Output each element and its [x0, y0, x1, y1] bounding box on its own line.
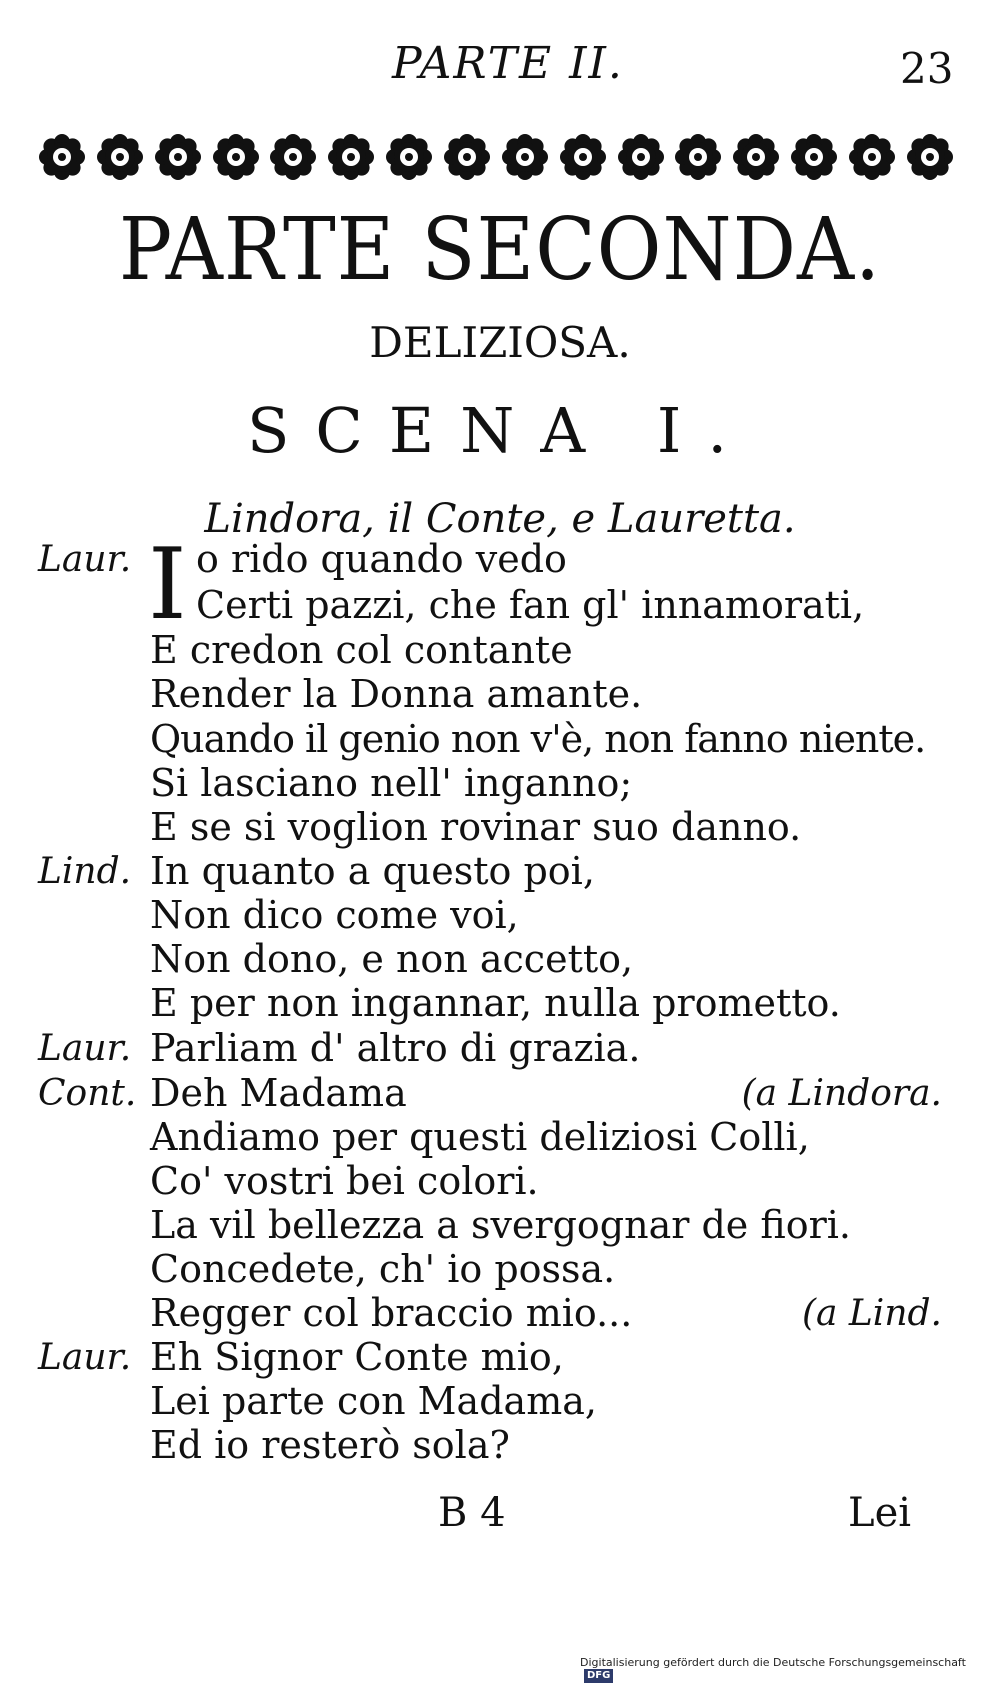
verse-text: Non dico come voi, — [150, 893, 519, 937]
rosette-icon — [441, 131, 493, 183]
verse-text: Eh Signor Conte mio, — [150, 1335, 564, 1379]
verse-text: Concedete, ch' io possa. — [150, 1247, 616, 1291]
rosette-icon — [672, 131, 724, 183]
verse-line — [0, 536, 1000, 583]
rosette-icon — [36, 131, 88, 183]
ornament-band — [36, 122, 956, 192]
verse-line — [0, 1378, 1000, 1425]
verse-text: Deh Madama — [150, 1071, 407, 1115]
verse-line — [0, 1334, 1000, 1381]
stage-direction: (a Lindora. — [741, 1073, 942, 1114]
signature-mark: B 4 — [438, 1490, 506, 1536]
digitization-credit — [580, 1656, 1000, 1683]
catchword: Lei — [848, 1490, 912, 1536]
catchword-line — [0, 1490, 1000, 1550]
rosette-icon — [499, 131, 551, 183]
speaker-label: Cont. — [38, 1073, 137, 1114]
verse-text: Co' vostri bei colori. — [150, 1159, 539, 1203]
verse-line — [0, 1246, 1000, 1293]
rosette-icon — [152, 131, 204, 183]
stage-direction: (a Lind. — [801, 1293, 942, 1334]
verse-line — [0, 716, 1000, 763]
verse-text: La vil bellezza a svergognar de fiori. — [150, 1203, 851, 1247]
rosette-icon — [325, 131, 377, 183]
verse-text: Non dono, e non accetto, — [150, 937, 634, 981]
dfg-logo: DFG — [584, 1669, 613, 1683]
verse-line — [0, 1290, 1000, 1337]
speaker-label: Laur. — [38, 1337, 132, 1378]
verse-text: Certi pazzi, che fan gl' innamorati, — [196, 583, 865, 627]
verse-text: E se si voglion rovinar suo danno. — [150, 805, 802, 849]
page-number: 23 — [900, 44, 954, 93]
running-head — [0, 38, 1000, 98]
drop-capital: I — [148, 528, 187, 642]
verse-line — [0, 1422, 1000, 1469]
verse-line — [0, 1025, 1000, 1072]
rosette-icon — [557, 131, 609, 183]
verse-line — [0, 760, 1000, 807]
verse-text: Quando il genio non v'è, non fanno niente. — [150, 717, 926, 761]
speaker-label: Lind. — [38, 851, 132, 892]
part-title: PARTE SECONDA. — [118, 200, 882, 300]
rosette-icon — [846, 131, 898, 183]
rosette-icon — [904, 131, 956, 183]
verse-line — [0, 892, 1000, 939]
rosette-icon — [615, 131, 667, 183]
verse-text: E credon col contante — [150, 628, 573, 672]
verse-text: o rido quando vedo — [196, 537, 567, 581]
credit-text: Digitalisierung gefördert durch die Deutsche Forschungsgemeinschaft — [580, 1656, 966, 1669]
verse-line — [0, 804, 1000, 851]
verse-text: Regger col braccio mio... — [150, 1291, 633, 1335]
verse-line — [0, 1070, 1000, 1117]
verse-text: Andiamo per questi deliziosi Colli, — [150, 1115, 810, 1159]
rosette-icon — [210, 131, 262, 183]
verse-line — [0, 627, 1000, 674]
rosette-icon — [730, 131, 782, 183]
verse-text: Parliam d' altro di grazia. — [150, 1026, 641, 1070]
verse-text: E per non ingannar, nulla prometto. — [150, 981, 841, 1025]
rosette-icon — [383, 131, 435, 183]
verse-line — [0, 1202, 1000, 1249]
speaker-label: Laur. — [38, 1028, 132, 1069]
speaker-label: Laur. — [38, 539, 132, 580]
verse-text: In quanto a questo poi, — [150, 849, 595, 893]
running-title: PARTE II. — [392, 38, 624, 89]
verse-line — [0, 1114, 1000, 1161]
rosette-icon — [267, 131, 319, 183]
scene-heading: SCENA I. — [246, 394, 754, 467]
verse-line — [0, 582, 1000, 629]
rosette-icon — [788, 131, 840, 183]
verse-text: Ed io resterò sola? — [150, 1423, 510, 1467]
place-heading: DELIZIOSA. — [369, 318, 631, 367]
verse-line — [0, 980, 1000, 1027]
character-list: Lindora, il Conte, e Lauretta. — [204, 496, 796, 542]
verse-text: Lei parte con Madama, — [150, 1379, 597, 1423]
verse-text: Si lasciano nell' inganno; — [150, 761, 633, 805]
verse-line — [0, 1158, 1000, 1205]
verse-line — [0, 936, 1000, 983]
verse-text: Render la Donna amante. — [150, 672, 643, 716]
verse-line — [0, 848, 1000, 895]
verse-line — [0, 671, 1000, 718]
rosette-icon — [94, 131, 146, 183]
